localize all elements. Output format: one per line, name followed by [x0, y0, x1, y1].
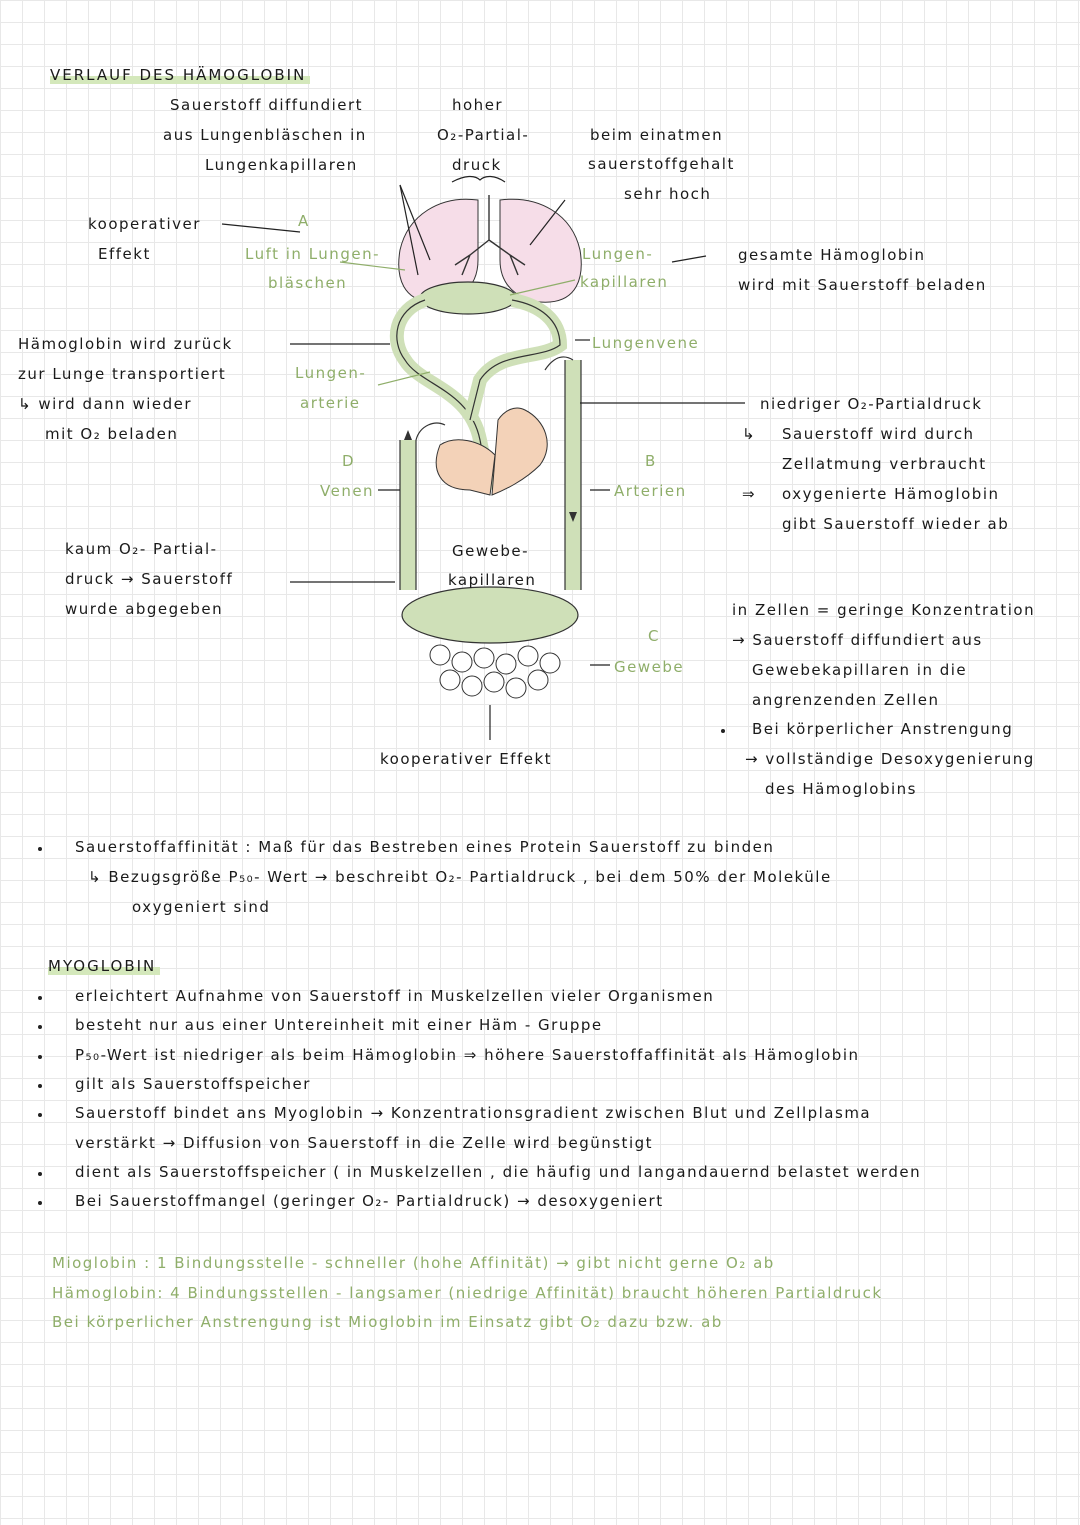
tissue-capillaries-label-1: Gewebe- — [452, 542, 530, 560]
coop-effect-bottom: kooperativer Effekt — [380, 750, 553, 768]
low-pressure-label-3: Zellatmung verbraucht — [782, 455, 987, 473]
in-cells-label-1: in Zellen = geringe Konzentration — [732, 601, 1036, 619]
heart-illustration — [436, 408, 547, 495]
tissue-capillaries-label-2: kapillaren — [448, 571, 537, 589]
myoglobin-line-5: Sauerstoff bindet ans Myoglobin → Konzentrationsgradient zwischen Blut und Zellplasma — [75, 1104, 872, 1122]
label-a: A — [298, 212, 310, 230]
affinity-line-3: oxygeniert sind — [132, 898, 271, 916]
low-pressure-arrow-2: ⇒ — [742, 485, 757, 503]
tissue-cells — [430, 645, 560, 698]
hardly-label-2: druck → Sauerstoff — [65, 570, 234, 588]
veins-label: Venen — [320, 482, 375, 500]
diffusion-label-3: Lungenkapillaren — [205, 156, 358, 174]
pulm-vein-label: Lungenvene — [592, 334, 700, 352]
pulm-artery-label-2: arterie — [300, 394, 361, 412]
bullet-dot — [38, 1201, 42, 1205]
summary-line-1: Mioglobin : 1 Bindungsstelle - schneller (hohe Affinität) → gibt nicht gerne O₂ ab — [52, 1254, 775, 1272]
page-title: VERLAUF DES HÄMOGLOBIN — [50, 66, 310, 84]
pulm-artery-label-1: Lungen- — [295, 364, 367, 382]
low-pressure-label-2: Sauerstoff wird durch — [782, 425, 975, 443]
myoglobin-line-1: erleichtert Aufnahme von Sauerstoff in Muskelzellen vieler Organismen — [75, 987, 715, 1005]
returned-label-3: ↳ wird dann wieder — [18, 395, 193, 413]
exertion-label-2: → vollständige Desoxygenierung — [745, 750, 1035, 768]
diffusion-label-2: aus Lungenbläschen in — [163, 126, 367, 144]
high-pressure-label-3: druck — [452, 156, 502, 174]
tissue-label: Gewebe — [614, 658, 685, 676]
summary-line-2: Hämoglobin: 4 Bindungsstellen - langsamer (niedrige Affinität) braucht höheren Partialdruck — [52, 1284, 883, 1302]
myoglobin-line-2: besteht nur aus einer Untereinheit mit einer Häm - Gruppe — [75, 1016, 603, 1034]
high-pressure-label-2: O₂-Partial- — [437, 126, 530, 144]
coop-effect-left-1: kooperativer — [88, 215, 201, 233]
bullet-dot — [38, 847, 42, 851]
bullet-dot — [38, 1025, 42, 1029]
returned-label-1: Hämoglobin wird zurück — [18, 335, 233, 353]
inhale-label-1: beim einatmen — [590, 126, 724, 144]
inhale-label-2: sauerstoffgehalt — [588, 155, 735, 173]
bullet-dot — [721, 729, 725, 733]
myoglobin-line-3: P₅₀-Wert ist niedriger als beim Hämoglobin ⇒ höhere Sauerstoffaffinität als Hämoglobin — [75, 1046, 860, 1064]
label-b: B — [645, 452, 657, 470]
lung-capillary-bed — [420, 282, 516, 314]
affinity-line-1: Sauerstoffaffinität : Maß für das Bestreben eines Protein Sauerstoff zu binden — [75, 838, 775, 856]
in-cells-label-3: Gewebekapillaren in die — [752, 661, 968, 679]
label-c: C — [648, 627, 660, 645]
low-pressure-label-4: oxygenierte Hämoglobin — [782, 485, 1000, 503]
bullet-dot — [38, 1113, 42, 1117]
lung-capillaries-label-2: kapillaren — [580, 273, 669, 291]
returned-label-4: mit O₂ beladen — [45, 425, 179, 443]
returned-label-2: zur Lunge transportiert — [18, 365, 227, 383]
inhale-label-3: sehr hoch — [624, 185, 712, 203]
myoglobin-line-8: Bei Sauerstoffmangel (geringer O₂- Partialdruck) → desoxygeniert — [75, 1192, 664, 1210]
bullet-dot — [38, 1172, 42, 1176]
label-d: D — [342, 452, 356, 470]
bullet-dot — [38, 1055, 42, 1059]
myoglobin-title: MYOGLOBIN — [48, 957, 160, 975]
exertion-label-1: Bei körperlicher Anstrengung — [752, 720, 1014, 738]
low-pressure-label-1: niedriger O₂-Partialdruck — [760, 395, 983, 413]
affinity-line-2: ↳ Bezugsgröße P₅₀- Wert → beschreibt O₂- Partialdruck , bei dem 50% der Moleküle — [88, 868, 832, 886]
lung-capillaries-label-1: Lungen- — [582, 245, 654, 263]
summary-line-3: Bei körperlicher Anstrengung ist Mioglobin im Einsatz gibt O₂ dazu bzw. ab — [52, 1313, 723, 1331]
in-cells-label-2: → Sauerstoff diffundiert aus — [732, 631, 983, 649]
low-pressure-arrow-1: ↳ — [742, 425, 757, 443]
alveoli-label-2: bläschen — [268, 274, 348, 292]
myoglobin-line-4: gilt als Sauerstoffspeicher — [75, 1075, 311, 1093]
coop-effect-left-2: Effekt — [98, 245, 151, 263]
high-pressure-label-1: hoher — [452, 96, 504, 114]
all-loaded-label-1: gesamte Hämoglobin — [738, 246, 926, 264]
alveoli-label-1: Luft in Lungen- — [245, 245, 380, 263]
bullet-dot — [38, 1084, 42, 1088]
bullet-dot — [38, 996, 42, 1000]
diffusion-label-1: Sauerstoff diffundiert — [170, 96, 364, 114]
all-loaded-label-2: wird mit Sauerstoff beladen — [738, 276, 987, 294]
exertion-label-3: des Hämoglobins — [765, 780, 917, 798]
myoglobin-line-6: verstärkt → Diffusion von Sauerstoff in die Zelle wird begünstigt — [75, 1134, 654, 1152]
hardly-label-1: kaum O₂- Partial- — [65, 540, 218, 558]
in-cells-label-4: angrenzenden Zellen — [752, 691, 940, 709]
low-pressure-label-5: gibt Sauerstoff wieder ab — [782, 515, 1010, 533]
myoglobin-line-7: dient als Sauerstoffspeicher ( in Muskelzellen , die häufig und langandauernd belastet werden — [75, 1163, 922, 1181]
arteries-label: Arterien — [614, 482, 687, 500]
tissue-capillary-bed — [402, 587, 578, 643]
hardly-label-3: wurde abgegeben — [65, 600, 224, 618]
